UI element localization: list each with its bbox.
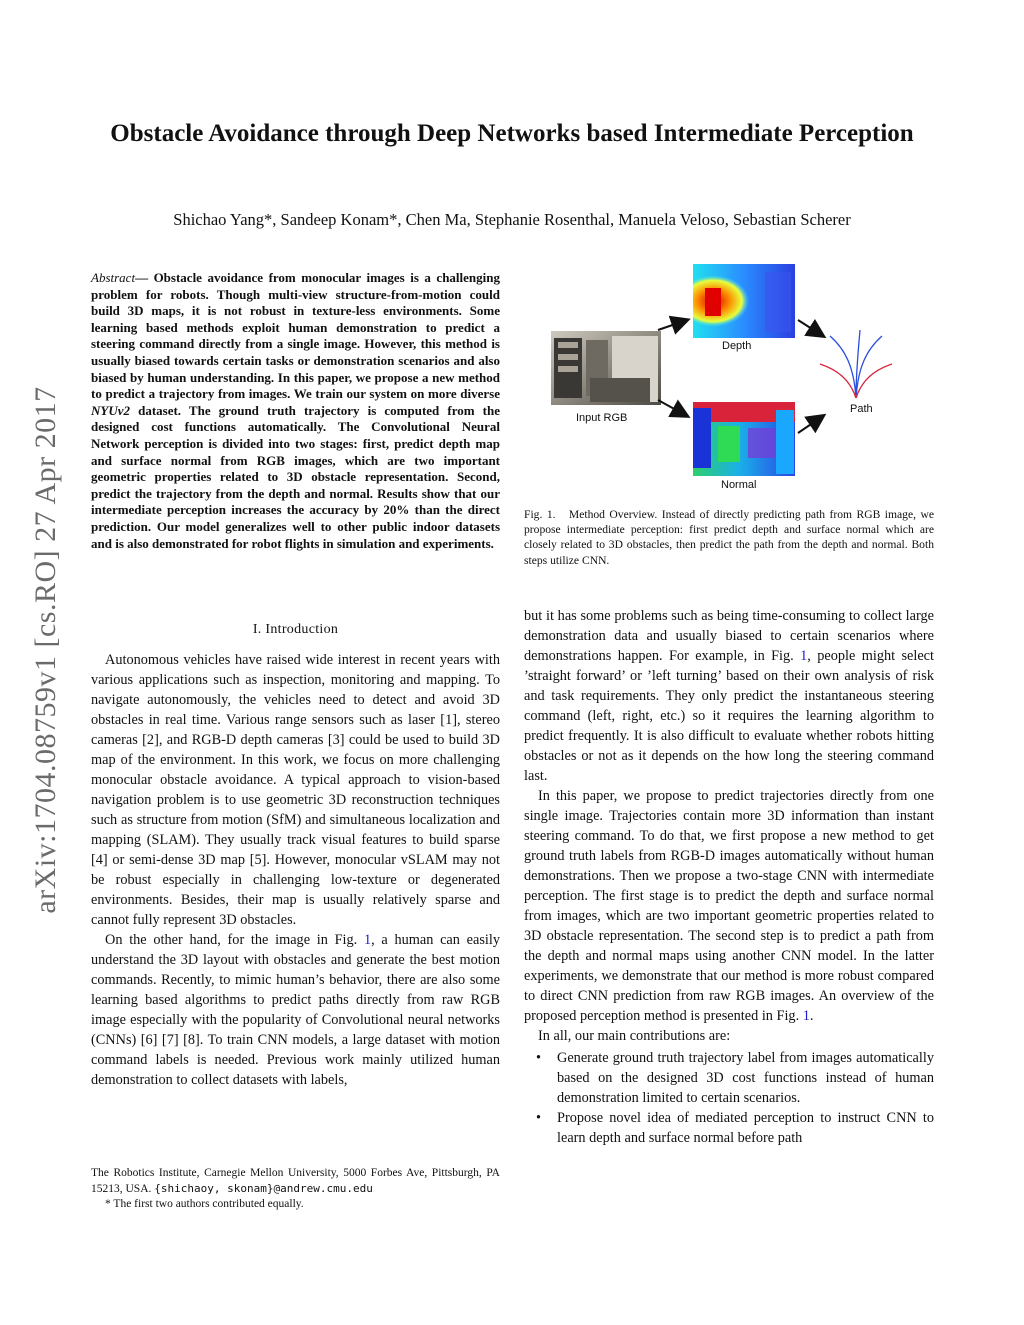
section-heading-introduction: I. Introduction (252, 622, 339, 637)
introduction-left-column (91, 650, 500, 1090)
label-path: Path (850, 403, 873, 415)
list-item: • Propose novel idea of mediated perception to instruct CNN to learn depth and surface normal before path (524, 1108, 934, 1148)
depth-map-image (693, 264, 795, 338)
figure-1-caption (524, 507, 934, 568)
intro-paragraph-1: Autonomous vehicles have raised wide interest in recent years with various applications such as inspection, monitoring and mapping. To navigate autonomously, the vehicles need to detect and avoid 3D obstacles in real time. Various range sensors such as laser [1], stereo cameras [2], and RGB-D depth cameras [3] could be used to build 3D map of the environment. In this work, we focus on more challenging monocular obstacle avoidance. A typical approach to vision-based navigation problem is to use geometric 3D reconstruction techniques such as structure from motion (SfM) and simultaneous localization and mapping (SLAM). They usually track visual features to build sparse [4] or semi-dense 3D map [5]. However, monocular vSLAM may not be robust especially in challenging low-texture or degenerated environments. Besides, their map is usually relatively sparse and cannot fully represent 3D obstacles. (91, 652, 500, 928)
right-paragraph-2: In this paper, we propose to predict trajectories directly from one single image. Trajectories contain more 3D information than instant steering command. To do that, we first propose a new method to get ground truth labels from RGB-D images automatically without human demonstrations. Then we propose a two-stage CNN with intermediate perception. The first stage is to predict the depth and surface normal from images, which are two important geometric properties related to 3D obstacle representation. The second step is to predict a path from the depth and normal maps using another CNN model. In the latter experiments, we demonstrate that our method is more robust compared to direct CNN prediction from raw RGB images. An overview of the proposed perception method is presented in Fig. 1. (524, 788, 934, 1024)
input-rgb-image (551, 331, 661, 405)
list-item: • Generate ground truth trajectory label from images automatically based on the designed 3D cost functions instead of human demonstration limited to certain scenarios. (524, 1048, 934, 1108)
footnote-emails: {shichaoy, skonam}@andrew.cmu.edu (154, 1182, 373, 1195)
right-paragraph-1: but it has some problems such as being time-consuming to collect large demonstration data and usually biased to certain scenarios where demonstrations happen. For example, in Fig. 1, people might select ’straight forward’ or ’left turning’ based on their own analysis of risk and task requirements. They only predict the instantaneous steering command (left, right, etc.) so it requires the learning algorithm to predict frequently. It is also difficult to evaluate whether robots hitting obstacles or not as it depends on the how long the steering command last. (524, 608, 935, 784)
path-trajectories (820, 330, 892, 398)
author-list: Shichao Yang*, Sandeep Konam*, Chen Ma, Stephanie Rosenthal, Manuela Veloso, Sebastian Scherer (173, 210, 851, 229)
contributions-list (524, 1048, 934, 1148)
right-paragraph-3: In all, our main contributions are: (538, 1028, 731, 1044)
footnote-affiliation: The Robotics Institute, Carnegie Mellon University, 5000 Forbes Ave, Pittsburgh, PA 15213, USA. {shichaoy, skonam}@andrew.cmu.edu (91, 1167, 500, 1195)
label-input-rgb: Input RGB (576, 412, 628, 424)
abstract-text-2: dataset. The ground truth trajectory is computed from the designed cost functions automatically. The Convolutional Neural Network perception is divided into two stages: first, predict depth map and surface normal from RGB images, which are two important geometric properties related to 3D obstacle representation. Second, predict the trajectory from the depth and normal. Results show that our intermediate perception increases the accuracy by 20% than the direct prediction. Our model generalizes well to other public indoor datasets and is also demonstrated for robot flights in simulation and experiments. (91, 402, 500, 551)
arxiv-id: arXiv:1704.08759v1 [cs.RO] 27 Apr 2017 (29, 386, 62, 914)
right-column (524, 606, 934, 1148)
label-normal: Normal (721, 479, 757, 491)
footnote-equal-contribution: * The first two authors contributed equally. (105, 1198, 304, 1210)
label-depth: Depth (722, 340, 752, 352)
abstract-text-1: — Obstacle avoidance from monocular images is a challenging problem for robots. Though multi-view structure-from-motion could build 3D maps, it is not robust in texture-less environments. Some learning based methods exploit human demonstration to predict a steering command directly from a single image. However, this method is usually biased towards certain tasks or demonstration scenarios and also biased by human understanding. In this paper, we propose a new method to predict a trajectory from images. We train our system on more diverse (91, 270, 500, 402)
caption-text: Method Overview. Instead of directly predicting path from RGB image, we propose intermediate perception: first predict depth and surface normal which are closely related to 3D obstacles, then predict the path from the depth and normal. Both steps utilize CNN. (524, 508, 934, 567)
abstract-label: Abstract (91, 270, 136, 285)
arxiv-sidebar (28, 350, 64, 950)
intro-paragraph-2: On the other hand, for the image in Fig. 1, a human can easily understand the 3D layout with obstacles and generate the best motion commands. Recently, to mimic human’s behavior, there are also some learning based algorithms to predict paths directly from raw RGB image especially with the popularity of Convolutional neural networks (CNNs) [6] [7] [8]. To train CNN models, a large dataset with motion command labels is needed. Previous work mainly utilized human demonstration to collect datasets with labels, (91, 932, 500, 1088)
paper-title: Obstacle Avoidance through Deep Networks based Intermediate Perception (110, 120, 914, 147)
figure-1 (540, 258, 940, 498)
fig-ref-link[interactable]: 1 (800, 648, 808, 664)
fig-ref-link[interactable]: 1 (363, 932, 372, 948)
abstract-dataset: NYUv2 (91, 402, 130, 418)
footnote (91, 1166, 500, 1212)
caption-label: Fig. 1. (524, 508, 556, 521)
abstract (91, 270, 500, 552)
normal-map-image (693, 402, 795, 476)
figure-1-graphic (540, 258, 940, 498)
fig-ref-link[interactable]: 1 (802, 1008, 810, 1024)
